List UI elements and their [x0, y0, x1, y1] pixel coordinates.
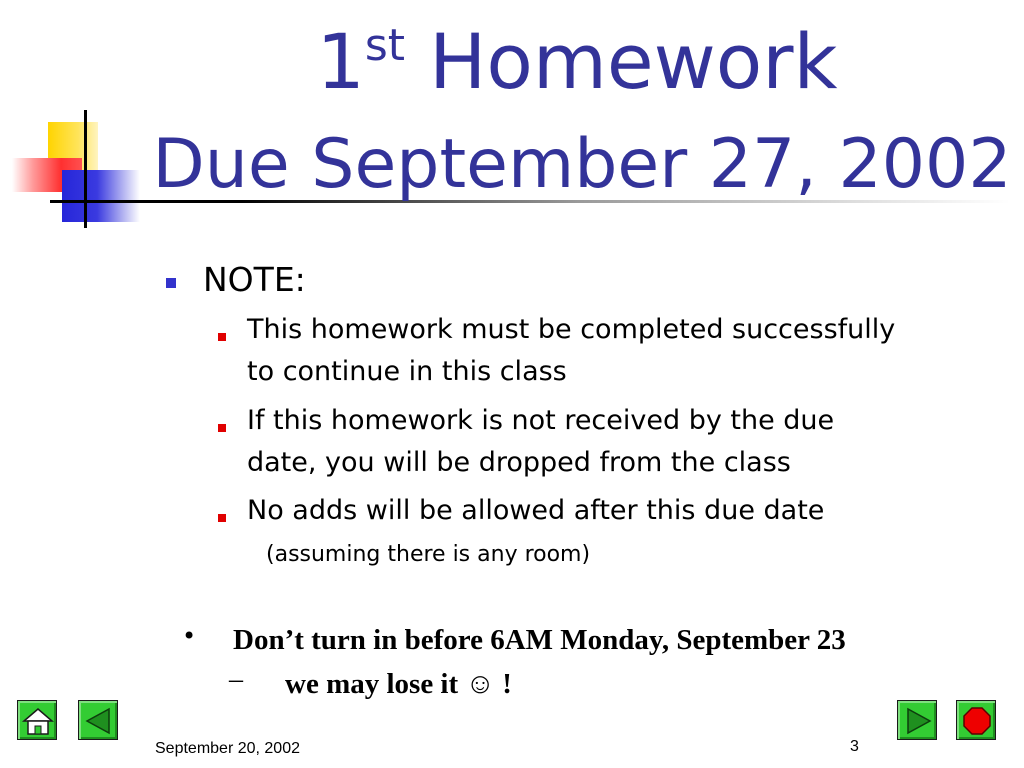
list-item-continuation: date, you will be dropped from the class [247, 447, 791, 478]
slide-title [0, 14, 1024, 110]
home-icon [18, 701, 58, 741]
title-number: 1 [316, 17, 365, 106]
parenthetical-note: (assuming there is any room) [266, 542, 591, 567]
end-show-button[interactable] [956, 700, 996, 740]
stop-icon [957, 701, 997, 741]
list-item-continuation: to continue in this class [247, 356, 567, 387]
page-number: 3 [850, 738, 859, 755]
bullet-square-blue [166, 278, 176, 288]
footer-date: September 20, 2002 [155, 740, 300, 757]
bullet-dot: • [182, 622, 197, 650]
slide-subtitle: Due September 27, 2002 [152, 125, 1012, 204]
back-icon [79, 701, 119, 741]
note-heading: NOTE: [203, 260, 306, 299]
forward-icon [898, 701, 938, 741]
home-button[interactable] [17, 700, 57, 740]
bullet-square-red [218, 424, 226, 432]
bullet-square-red [218, 333, 226, 341]
dash-bullet: – [229, 664, 243, 695]
previous-slide-button[interactable] [78, 700, 118, 740]
title-superscript: st [364, 20, 406, 71]
list-item: This homework must be completed successfully [247, 314, 896, 345]
warning-text: Don’t turn in before 6AM Monday, September 23 [233, 624, 846, 656]
warning-subtext: we may lose it ☺ ! [285, 668, 512, 700]
list-item: If this homework is not received by the due [247, 405, 835, 436]
title-word: Homework [405, 17, 838, 106]
next-slide-button[interactable] [897, 700, 937, 740]
list-item: No adds will be allowed after this due date [247, 495, 825, 526]
bullet-square-red [218, 514, 226, 522]
